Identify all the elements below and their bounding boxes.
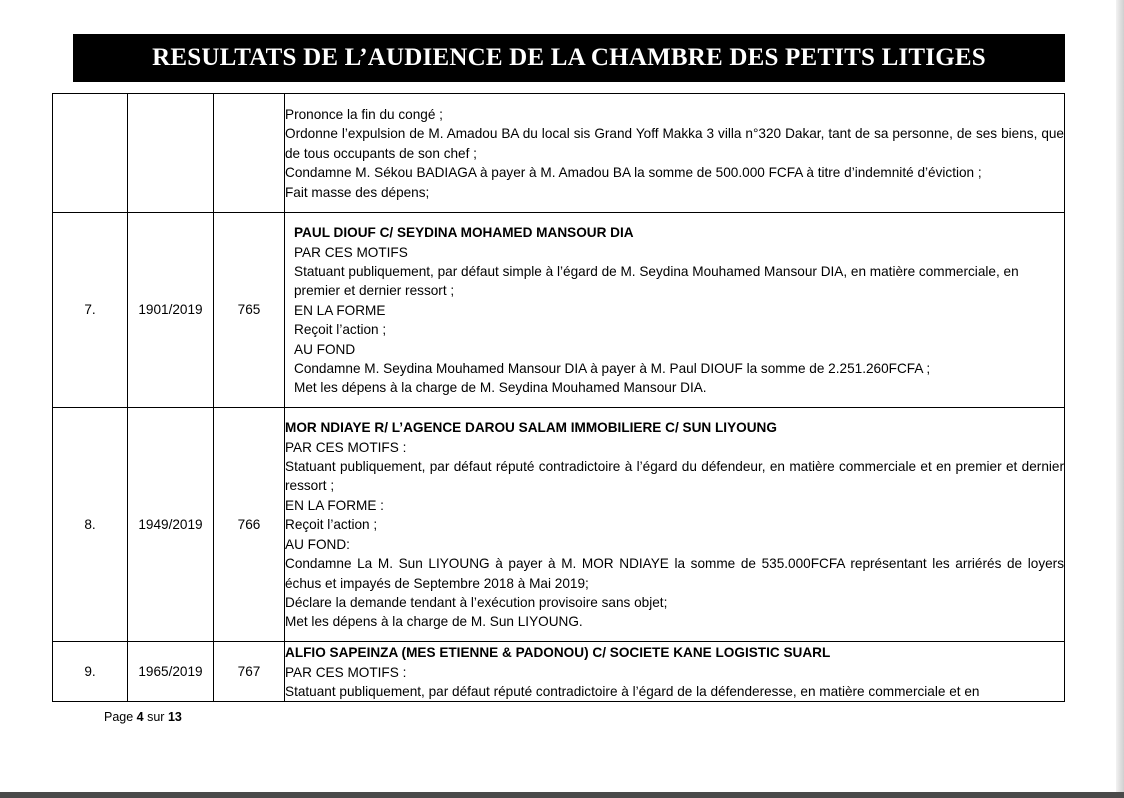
page-title: RESULTATS DE L’AUDIENCE DE LA CHAMBRE DES PETITS LITIGES bbox=[73, 34, 1065, 82]
total-pages: 13 bbox=[167, 710, 182, 724]
case-content bbox=[285, 213, 1065, 408]
content-line: Prononce la fin du congé ; bbox=[285, 106, 443, 122]
content-line: Met les dépens à la charge de M. Sun LIYOUNG. bbox=[285, 614, 583, 630]
decision-number: 766 bbox=[214, 408, 285, 642]
content-line: Statuant publiquement, par défaut simple à l’égard de M. Seydina Mouhamed Mansour DIA, en matière commerciale, en premier et dernier ressort ; bbox=[294, 263, 1019, 299]
viewer-bottom-bar bbox=[0, 792, 1124, 798]
content-line: Déclare la demande tendant à l’exécution provisoire sans objet; bbox=[285, 594, 668, 610]
case-number: 9. bbox=[53, 642, 128, 702]
content-line: AU FOND bbox=[294, 341, 356, 357]
table-row bbox=[53, 642, 1065, 702]
content-line: PAR CES MOTIFS : bbox=[285, 664, 407, 680]
content-line: Ordonne l’expulsion de M. Amadou BA du local sis Grand Yoff Makka 3 villa n°320 Dakar, tant de sa personne, de ses biens, que de tous occupants de son chef ; bbox=[285, 126, 1064, 161]
content-line: Condamne M. Sékou BADIAGA à payer à M. Amadou BA la somme de 500.000 FCFA à titre d’indemnité d’éviction ; bbox=[285, 165, 982, 181]
current-page: 4 bbox=[136, 710, 144, 724]
table-row bbox=[53, 408, 1065, 642]
content-line: Reçoit l’action ; bbox=[294, 322, 387, 338]
content-line: PAR CES MOTIFS : bbox=[285, 439, 407, 455]
decision-number: 767 bbox=[214, 642, 285, 702]
case-content bbox=[285, 642, 1065, 702]
case-content bbox=[285, 408, 1065, 642]
content-line: Condamne La M. Sun LIYOUNG à payer à M. MOR NDIAYE la somme de 535.000FCFA représentant les arriérés de loyers échus et impayés de Septembre 2018 à Mai 2019; bbox=[285, 556, 1064, 591]
page-indicator bbox=[104, 710, 182, 724]
rg-number: 1901/2019 bbox=[128, 213, 214, 408]
content-line: AU FOND: bbox=[285, 536, 350, 552]
decision-number: 765 bbox=[214, 213, 285, 408]
content-line: Fait masse des dépens; bbox=[285, 184, 430, 200]
content-line: Statuant publiquement, par défaut réputé contradictoire à l’égard de la défenderesse, en matière commerciale et en bbox=[285, 683, 980, 699]
case-number: 8. bbox=[53, 408, 128, 642]
case-title: MOR NDIAYE R/ L’AGENCE DAROU SALAM IMMOBILIERE C/ SUN LIYOUNG bbox=[285, 420, 777, 436]
case-content bbox=[285, 94, 1065, 213]
content-line: Statuant publiquement, par défaut réputé contradictoire à l’égard du défendeur, en matière commerciale et en premier et dernier ressort ; bbox=[285, 459, 1064, 494]
page-separator: sur bbox=[143, 710, 168, 724]
decision-number bbox=[214, 94, 285, 213]
content-line: EN LA FORME : bbox=[285, 497, 384, 513]
case-number: 7. bbox=[53, 213, 128, 408]
rg-number: 1965/2019 bbox=[128, 642, 214, 702]
case-number bbox=[53, 94, 128, 213]
case-title: PAUL DIOUF C/ SEYDINA MOHAMED MANSOUR DIA bbox=[294, 225, 634, 241]
content-line: Condamne M. Seydina Mouhamed Mansour DIA à payer à M. Paul DIOUF la somme de 2.251.260FCFA ; bbox=[294, 361, 931, 377]
content-line: Reçoit l’action ; bbox=[285, 517, 378, 533]
rg-number bbox=[128, 94, 214, 213]
results-table bbox=[52, 93, 1065, 702]
page-prefix: Page bbox=[104, 710, 137, 724]
content-line: EN LA FORME bbox=[294, 302, 386, 318]
rg-number: 1949/2019 bbox=[128, 408, 214, 642]
page-edge-shadow bbox=[1116, 0, 1124, 798]
case-title: ALFIO SAPEINZA (MES ETIENNE & PADONOU) C/ SOCIETE KANE LOGISTIC SUARL bbox=[285, 645, 831, 661]
content-line: Met les dépens à la charge de M. Seydina Mouhamed Mansour DIA. bbox=[294, 380, 707, 396]
table-row bbox=[53, 94, 1065, 213]
table-row bbox=[53, 213, 1065, 408]
content-line: PAR CES MOTIFS bbox=[294, 244, 408, 260]
